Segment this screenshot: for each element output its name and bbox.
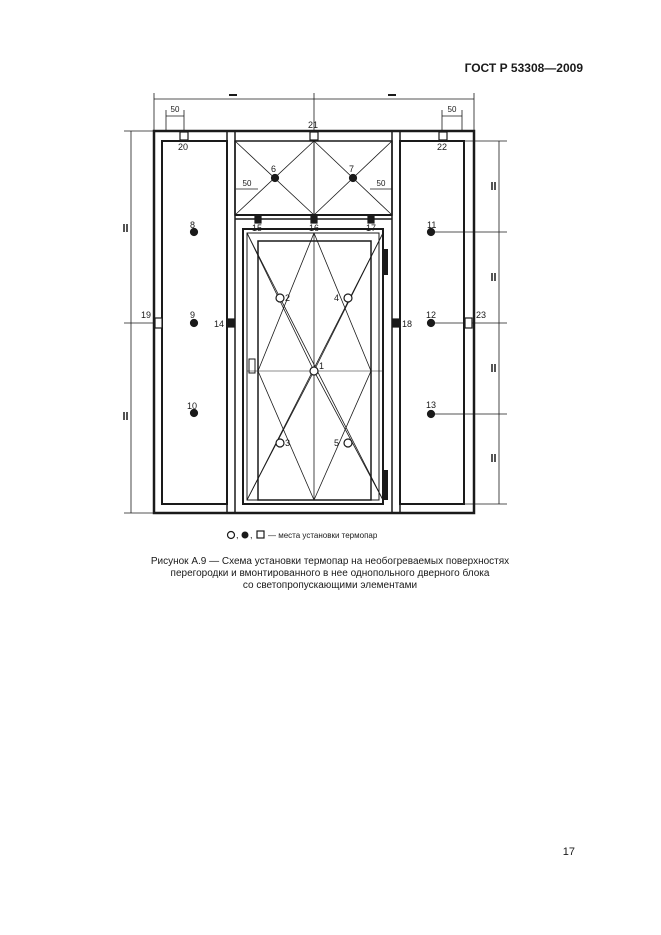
point-label: 23 <box>476 310 487 320</box>
figure-caption <box>100 556 560 592</box>
point-label: 21 <box>308 120 319 130</box>
point-label: 22 <box>437 142 448 152</box>
thermocouple-point-20 <box>180 132 188 140</box>
caption-line: Рисунок А.9 — Схема установки термопар на необогреваемых поверхностях <box>150 556 510 567</box>
point-label: 20 <box>178 142 189 152</box>
caption-line: со светопропускающими элементами <box>242 580 418 591</box>
caption-line: перегородки и вмонтированного в нее однопольного дверного блока <box>170 568 490 579</box>
point-label: 9 <box>190 310 196 320</box>
thermocouple-point-7 <box>350 175 357 182</box>
thermocouple-point-3 <box>276 439 284 447</box>
dim-label: 50 <box>242 179 252 188</box>
point-label: 10 <box>187 401 198 411</box>
thermocouple-point-17 <box>368 215 374 223</box>
document-header: ГОСТ Р 53308—2009 <box>464 61 583 75</box>
point-label: 11 <box>427 220 437 230</box>
thermocouple-point-2 <box>276 294 284 302</box>
point-label: 14 <box>214 319 225 329</box>
thermocouple-point-23 <box>465 318 472 328</box>
thermocouple-point-4 <box>344 294 352 302</box>
thermocouple-point-5 <box>344 439 352 447</box>
thermocouple-point-15 <box>255 215 261 223</box>
point-label: 7 <box>349 164 355 174</box>
point-label: 6 <box>271 164 277 174</box>
legend <box>228 530 378 540</box>
square-icon <box>257 531 264 538</box>
point-label: 18 <box>402 319 413 329</box>
filled-circle-icon <box>242 532 249 539</box>
point-label: 4 <box>334 293 340 303</box>
thermocouple-point-14 <box>228 319 234 327</box>
thermocouple-point-13 <box>428 411 435 418</box>
point-label: 3 <box>285 438 291 448</box>
thermocouple-point-1 <box>310 367 318 375</box>
point-label: 17 <box>366 223 377 233</box>
svg-text:,: , <box>236 530 239 540</box>
thermocouple-point-9 <box>191 320 198 327</box>
thermocouple-point-16 <box>311 215 317 223</box>
thermocouple-point-18 <box>393 319 399 327</box>
thermocouple-point-21 <box>310 132 318 140</box>
thermocouple-point-12 <box>428 320 435 327</box>
svg-text:,: , <box>250 530 253 540</box>
point-label: 1 <box>319 361 325 371</box>
open-circle-icon <box>228 532 235 539</box>
page-number: 17 <box>562 846 575 858</box>
dim-label: 50 <box>376 179 386 188</box>
point-label: 19 <box>141 310 152 320</box>
point-label: 13 <box>426 400 437 410</box>
point-label: 2 <box>285 293 291 303</box>
point-label: 8 <box>190 220 196 230</box>
dim-label: 50 <box>447 105 457 114</box>
point-label: 5 <box>334 438 340 448</box>
dim-label: 50 <box>170 105 180 114</box>
door-frame <box>243 229 383 504</box>
thermocouple-point-6 <box>272 175 279 182</box>
thermocouple-point-19 <box>155 318 162 328</box>
legend-text: — места установки термопар <box>268 531 378 540</box>
thermocouple-point-22 <box>439 132 447 140</box>
point-label: 15 <box>252 223 263 233</box>
point-label: 12 <box>426 310 437 320</box>
point-label: 16 <box>309 223 320 233</box>
